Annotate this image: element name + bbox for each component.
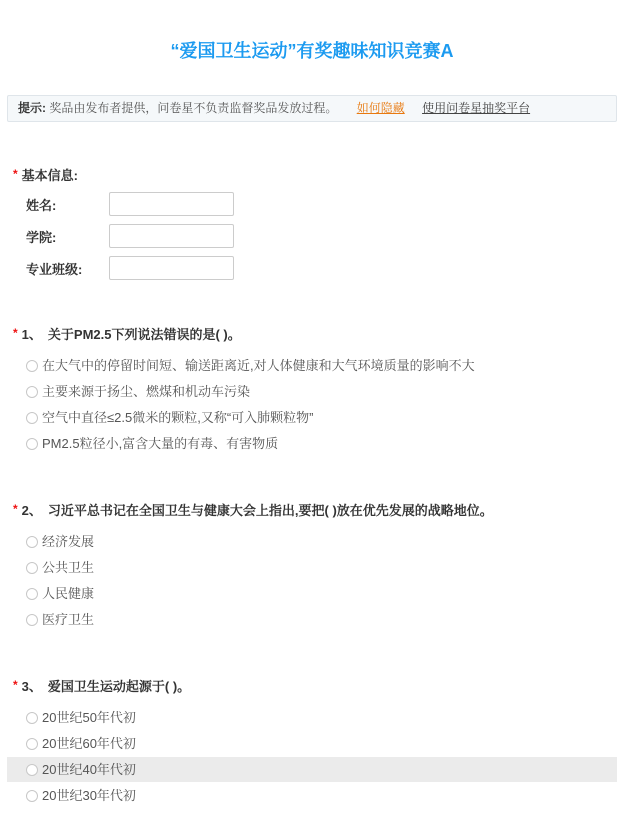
radio-icon[interactable] xyxy=(26,614,38,626)
option-label: PM2.5粒径小,富含大量的有毒、有害物质 xyxy=(42,436,279,451)
option-label: 人民健康 xyxy=(42,586,95,601)
question-1-title xyxy=(7,326,617,344)
option-label: 医疗卫生 xyxy=(42,612,95,627)
basic-info-title: * 基本信息: xyxy=(13,167,79,183)
question-1-options xyxy=(7,353,617,456)
class-input[interactable] xyxy=(109,256,234,280)
radio-icon[interactable] xyxy=(26,536,38,548)
college-input[interactable] xyxy=(109,224,234,248)
field-row-name xyxy=(13,192,617,216)
option-row[interactable] xyxy=(7,555,617,580)
radio-icon[interactable] xyxy=(26,386,38,398)
college-field-label: 学院: xyxy=(26,229,57,245)
radio-icon[interactable] xyxy=(26,790,38,802)
option-row[interactable] xyxy=(7,353,617,378)
notice-label: 提示: xyxy=(18,101,46,115)
option-row[interactable] xyxy=(7,757,617,782)
class-field-label: 专业班级: xyxy=(26,261,83,277)
radio-icon[interactable] xyxy=(26,738,38,750)
option-row[interactable] xyxy=(7,783,617,808)
option-row[interactable] xyxy=(7,431,617,456)
option-label: 公共卫生 xyxy=(42,560,95,575)
basic-info-section xyxy=(7,165,617,280)
option-row[interactable] xyxy=(7,581,617,606)
radio-icon[interactable] xyxy=(26,588,38,600)
question-2-title xyxy=(7,502,617,520)
option-row[interactable] xyxy=(7,731,617,756)
option-row[interactable] xyxy=(7,607,617,632)
name-field-label: 姓名: xyxy=(26,197,57,213)
radio-icon[interactable] xyxy=(26,438,38,450)
option-row[interactable] xyxy=(7,529,617,554)
radio-icon[interactable] xyxy=(26,360,38,372)
question-number: 3、 xyxy=(21,679,42,694)
prize-notice-bar xyxy=(7,95,617,122)
question-3 xyxy=(7,678,617,808)
radio-icon[interactable] xyxy=(26,412,38,424)
field-row-class xyxy=(13,256,617,280)
question-text: 习近平总书记在全国卫生与健康大会上指出,要把( )放在优先发展的战略地位。 xyxy=(47,503,493,518)
question-number: 1、 xyxy=(21,327,42,342)
required-asterisk: * xyxy=(13,167,18,181)
option-row[interactable] xyxy=(7,379,617,404)
radio-icon[interactable] xyxy=(26,764,38,776)
question-2 xyxy=(7,502,617,632)
question-text: 关于PM2.5下列说法错误的是( )。 xyxy=(47,327,241,342)
radio-icon[interactable] xyxy=(26,562,38,574)
option-label: 经济发展 xyxy=(42,534,95,549)
page-title: “爱国卫生运动”有奖趣味知识竞赛A xyxy=(170,41,454,61)
name-input[interactable] xyxy=(109,192,234,216)
option-label: 20世纪60年代初 xyxy=(42,736,136,751)
how-to-hide-link[interactable]: 如何隐藏 xyxy=(356,101,405,115)
option-row[interactable] xyxy=(7,405,617,430)
option-label: 20世纪40年代初 xyxy=(42,762,136,777)
field-row-college xyxy=(13,224,617,248)
option-label: 20世纪50年代初 xyxy=(42,710,136,725)
lottery-platform-link[interactable]: 使用问卷星抽奖平台 xyxy=(422,101,531,115)
question-3-title xyxy=(7,678,617,696)
question-3-options xyxy=(7,705,617,808)
option-label: 空气中直径≤2.5微米的颗粒,又称“可入肺颗粒物” xyxy=(42,410,314,425)
option-label: 主要来源于扬尘、燃煤和机动车污染 xyxy=(42,384,251,399)
question-2-options xyxy=(7,529,617,632)
required-asterisk: * xyxy=(13,678,18,692)
option-row[interactable] xyxy=(7,705,617,730)
required-asterisk: * xyxy=(13,326,18,340)
question-number: 2、 xyxy=(21,503,42,518)
question-1 xyxy=(7,326,617,456)
notice-text: 奖品由发布者提供，问卷星不负责监督奖品发放过程。 xyxy=(49,101,338,115)
radio-icon[interactable] xyxy=(26,712,38,724)
option-label: 在大气中的停留时间短、输送距离近,对人体健康和大气环境质量的影响不大 xyxy=(42,358,475,373)
option-label: 20世纪30年代初 xyxy=(42,788,136,803)
required-asterisk: * xyxy=(13,502,18,516)
question-text: 爱国卫生运动起源于( )。 xyxy=(47,679,191,694)
